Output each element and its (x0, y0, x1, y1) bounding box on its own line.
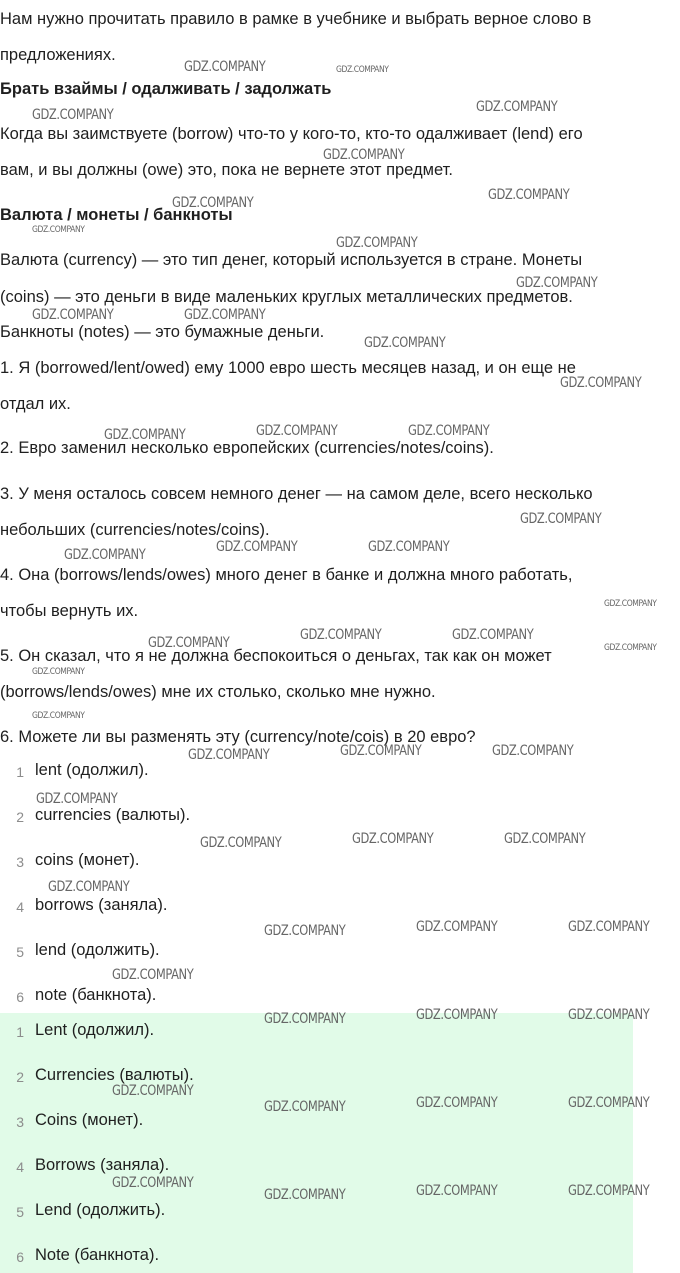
answer-item: lend (одолжить). (35, 941, 160, 959)
watermark: GDZ.COMPANY (184, 307, 266, 323)
watermark: GDZ.COMPANY (516, 275, 598, 291)
watermark: GDZ.COMPANY (336, 65, 389, 75)
watermark: GDZ.COMPANY (112, 1175, 194, 1191)
watermark: GDZ.COMPANY (352, 831, 434, 847)
answer-item: coins (монет). (35, 851, 140, 869)
watermark: GDZ.COMPANY (452, 627, 534, 643)
watermark: GDZ.COMPANY (520, 511, 602, 527)
watermark: GDZ.COMPANY (264, 1099, 346, 1115)
rule-title-currency: Валюта / монеты / банкноты (0, 206, 233, 224)
watermark: GDZ.COMPANY (32, 225, 85, 235)
answer-item: Borrows (заняла). (35, 1156, 170, 1174)
rule-text-line: вам, и вы должны (owe) это, пока не вернете этот предмет. (0, 161, 453, 179)
watermark: GDZ.COMPANY (200, 835, 282, 851)
watermark: GDZ.COMPANY (112, 1083, 194, 1099)
watermark: GDZ.COMPANY (416, 1095, 498, 1111)
watermark: GDZ.COMPANY (604, 643, 657, 653)
watermark: GDZ.COMPANY (64, 547, 146, 563)
watermark: GDZ.COMPANY (104, 427, 186, 443)
answer-number: 3 (16, 854, 24, 870)
answer-item: note (банкнота). (35, 986, 157, 1004)
rule-text-line: Когда вы заимствуете (borrow) что-то у кого-то, кто-то одалживает (lend) его (0, 125, 583, 143)
answer-item: Coins (монет). (35, 1111, 144, 1129)
answer-number: 2 (16, 1069, 24, 1085)
watermark: GDZ.COMPANY (604, 599, 657, 609)
watermark: GDZ.COMPANY (368, 539, 450, 555)
answer-number: 2 (16, 809, 24, 825)
exercise-3-cont: небольших (currencies/notes/coins). (0, 521, 270, 539)
exercise-5-cont: (borrows/lends/owes) мне их столько, сколько мне нужно. (0, 683, 436, 701)
answer-item: borrows (заняла). (35, 896, 168, 914)
watermark: GDZ.COMPANY (112, 967, 194, 983)
exercise-4-cont: чтобы вернуть их. (0, 602, 139, 620)
watermark: GDZ.COMPANY (568, 1183, 650, 1199)
watermark: GDZ.COMPANY (32, 711, 85, 721)
watermark: GDZ.COMPANY (323, 147, 405, 163)
answer-number: 1 (16, 1024, 24, 1040)
watermark: GDZ.COMPANY (216, 539, 298, 555)
answer-item: Currencies (валюты). (35, 1066, 194, 1084)
answer-number: 1 (16, 764, 24, 780)
watermark: GDZ.COMPANY (32, 307, 114, 323)
watermark: GDZ.COMPANY (408, 423, 490, 439)
watermark: GDZ.COMPANY (560, 375, 642, 391)
answers-box (0, 1013, 633, 1273)
intro-line: Нам нужно прочитать правило в рамке в учебнике и выбрать верное слово в (0, 10, 592, 28)
watermark: GDZ.COMPANY (568, 1095, 650, 1111)
answer-number: 5 (16, 1204, 24, 1220)
watermark: GDZ.COMPANY (300, 627, 382, 643)
watermark: GDZ.COMPANY (32, 107, 114, 123)
exercise-3: 3. У меня осталось совсем немного денег — на самом деле, всего несколько (0, 485, 593, 503)
answer-item: lent (одолжил). (35, 761, 149, 779)
watermark: GDZ.COMPANY (264, 923, 346, 939)
answer-number: 5 (16, 944, 24, 960)
answer-number: 6 (16, 1249, 24, 1265)
watermark: GDZ.COMPANY (340, 743, 422, 759)
watermark: GDZ.COMPANY (148, 635, 230, 651)
watermark: GDZ.COMPANY (488, 187, 570, 203)
answer-item: Note (банкнота). (35, 1246, 160, 1264)
rule-text-line: Банкноты (notes) — это бумажные деньги. (0, 323, 325, 341)
watermark: GDZ.COMPANY (336, 235, 418, 251)
watermark: GDZ.COMPANY (188, 747, 270, 763)
watermark: GDZ.COMPANY (476, 99, 558, 115)
exercise-6: 6. Можете ли вы разменять эту (currency/note/cois) в 20 евро? (0, 728, 476, 746)
exercise-1: 1. Я (borrowed/lent/owed) ему 1000 евро шесть месяцев назад, и он еще не (0, 359, 576, 377)
exercise-2: 2. Евро заменил несколько европейских (currencies/notes/coins). (0, 439, 494, 457)
answer-item: Lend (одолжить). (35, 1201, 166, 1219)
exercise-4: 4. Она (borrows/lends/owes) много денег в банке и должна много работать, (0, 566, 573, 584)
answer-item: Lent (одолжил). (35, 1021, 155, 1039)
answer-number: 3 (16, 1114, 24, 1130)
rule-text-line: Валюта (currency) — это тип денег, который используется в стране. Монеты (0, 251, 583, 269)
watermark: GDZ.COMPANY (416, 1007, 498, 1023)
watermark: GDZ.COMPANY (36, 791, 118, 807)
watermark: GDZ.COMPANY (172, 195, 254, 211)
watermark: GDZ.COMPANY (504, 831, 586, 847)
watermark: GDZ.COMPANY (568, 919, 650, 935)
answer-number: 4 (16, 1159, 24, 1175)
watermark: GDZ.COMPANY (568, 1007, 650, 1023)
exercise-1-cont: отдал их. (0, 395, 71, 413)
watermark: GDZ.COMPANY (264, 1011, 346, 1027)
watermark: GDZ.COMPANY (184, 59, 266, 75)
watermark: GDZ.COMPANY (32, 667, 85, 677)
watermark: GDZ.COMPANY (364, 335, 446, 351)
exercise-5: 5. Он сказал, что я не должна беспокоиться о деньгах, так как он может (0, 647, 552, 665)
watermark: GDZ.COMPANY (492, 743, 574, 759)
intro-line: предложениях. (0, 46, 116, 64)
rule-text-line: (coins) — это деньги в виде маленьких круглых металлических предметов. (0, 288, 573, 306)
watermark: GDZ.COMPANY (416, 1183, 498, 1199)
watermark: GDZ.COMPANY (48, 879, 130, 895)
watermark: GDZ.COMPANY (256, 423, 338, 439)
rule-title-borrow: Брать взаймы / одалживать / задолжать (0, 80, 332, 98)
watermark: GDZ.COMPANY (416, 919, 498, 935)
watermark: GDZ.COMPANY (264, 1187, 346, 1203)
answer-number: 4 (16, 899, 24, 915)
answer-number: 6 (16, 989, 24, 1005)
answer-item: currencies (валюты). (35, 806, 191, 824)
